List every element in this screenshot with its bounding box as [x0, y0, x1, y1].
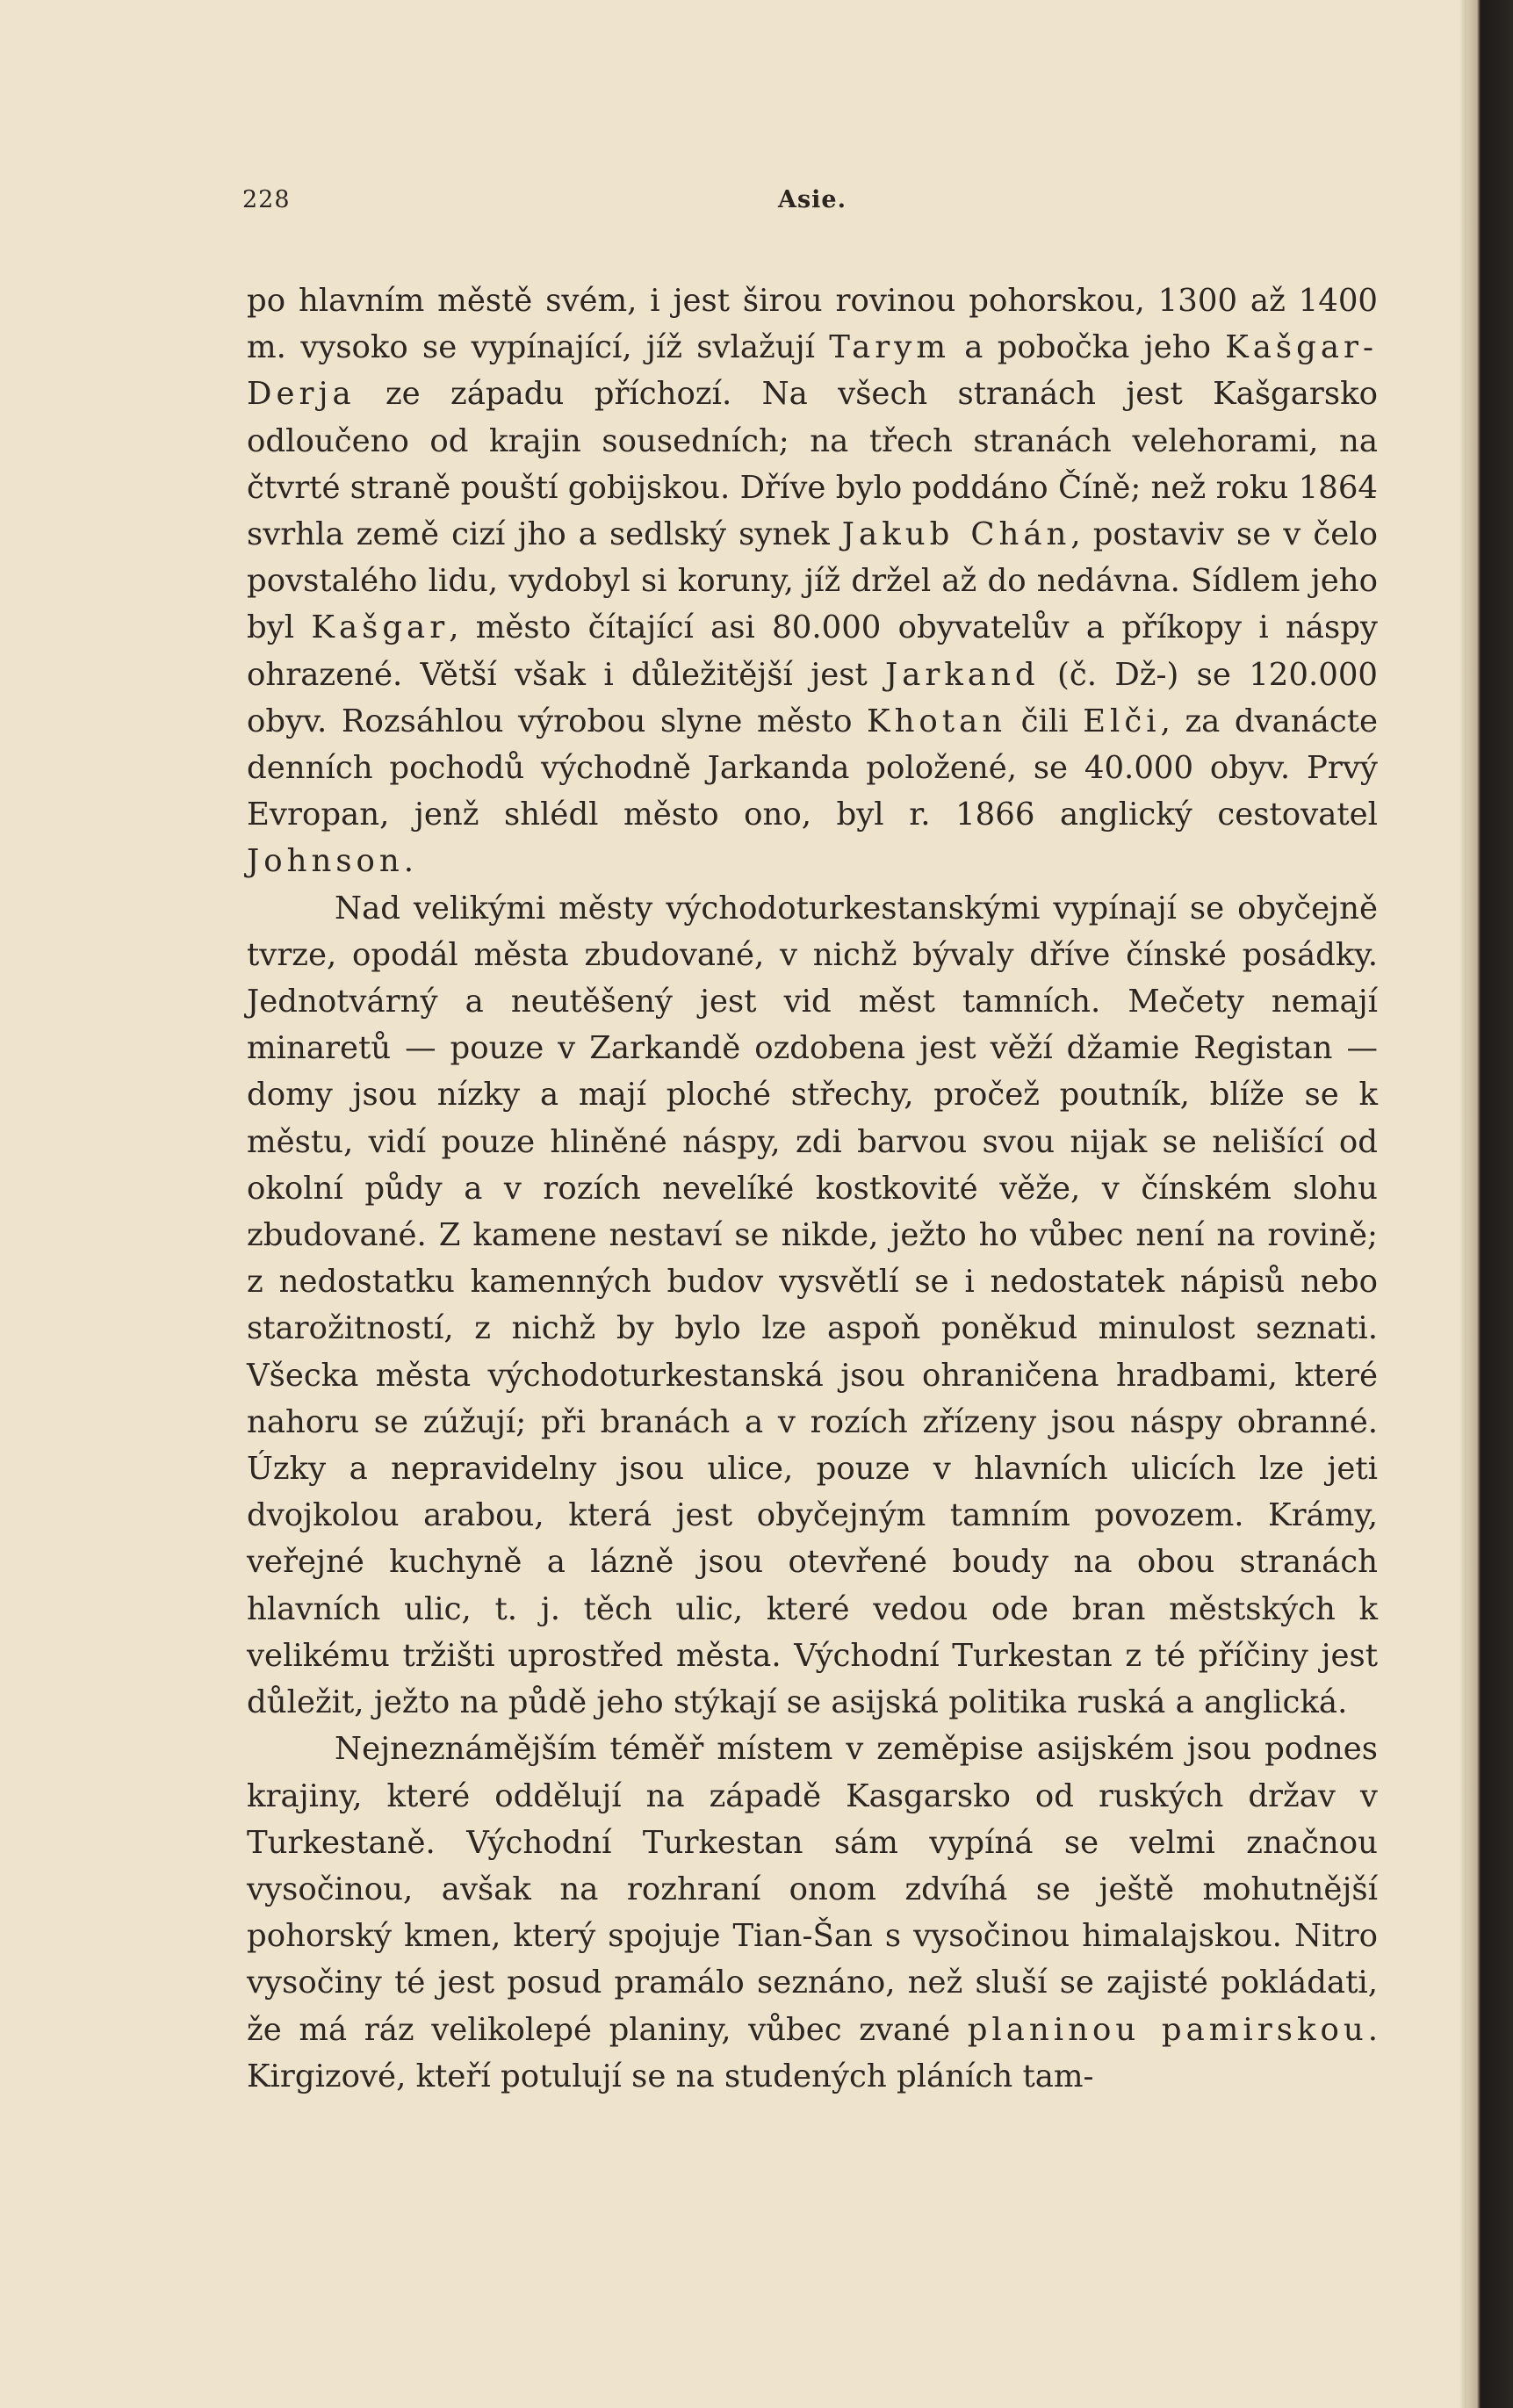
- spaced-term: Tarym: [829, 329, 950, 366]
- page-header: [242, 186, 1380, 221]
- text-segment: Nejneznámějším téměř místem v zeměpise asijském jsou podnes krajiny, které oddělují na západě Kasgarsko od ruských držav v Turkestaně. Východní Turkestan sám vypíná se velmi značnou vysočinou, avšak na rozhraní onom zdvíhá se ještě mohutnější pohorský kmen, který spojuje Tian-Šan s vysočinou himalajskou. Nitro vysočiny té jest posud pramálo seznáno, než sluší se zajisté pokládati, že má ráz velikolepé planiny, vůbec zvané: [247, 1731, 1378, 2048]
- body-text: [247, 278, 1378, 2100]
- paragraph-2: [247, 885, 1378, 1727]
- page-number: 228: [242, 186, 291, 213]
- spaced-term: Jarkand: [885, 656, 1040, 693]
- text-segment: po hlavním městě svém, i jest širou rovinou pohorskou, 1300 až 1400 m. vysoko se vypínající, jíž svlažují: [247, 283, 1378, 366]
- spaced-term: Khotan: [867, 703, 1007, 739]
- text-segment: , za dvanácte denních pochodů východně Jarkanda položené, se 40.000 obyv. Prvý Evropan, jenž shlédl město ono, byl r. 1866 anglický cestovatel: [247, 703, 1378, 833]
- text-segment: .: [403, 843, 414, 880]
- spaced-term: planinou pamirskou: [967, 2011, 1368, 2048]
- spaced-term: Johnson: [247, 843, 404, 880]
- spaced-term: Elči: [1083, 703, 1161, 739]
- spaced-term: Kašgar: [311, 609, 450, 646]
- text-segment: . Kirgizové, kteří potulují se na studených pláních tam-: [247, 2011, 1378, 2094]
- text-segment: , město čítající asi 80.000 obyvatelův a příkopy i náspy ohrazené. Větší však i důležitější jest: [247, 609, 1378, 693]
- spaced-term: Jakub Chán: [841, 516, 1071, 553]
- book-spine: [1466, 0, 1513, 2408]
- paragraph-3: [247, 1726, 1378, 2100]
- page-edge-shadow: [1459, 0, 1466, 2408]
- text-segment: (č. Dž-) se 120.000 obyv. Rozsáhlou výrobou slyne město: [247, 656, 1378, 739]
- paragraph-1: [247, 278, 1378, 885]
- text-segment: Nad velikými městy východoturkestanskými vypínají se obyčejně tvrze, opodál města zbudované, v nichž bývaly dříve čínské posádky. Jednotvárný a neutěšený jest vid měst tamních. Mečety nemají minaretů — pouze v Zarkandě ozdobena jest věží džamie Registan — domy jsou nízky a mají ploché střechy, pročež poutník, blíže se k městu, vidí pouze hliněné náspy, zdi barvou svou nijak se nelišící od okolní půdy a v rozích nevelíké kostkovité věže, v čínském slohu zbudované. Z kamene nestaví se nikde, ježto ho vůbec není na rovině; z nedostatku kamenných budov vysvětlí se i nedostatek nápisů nebo starožitností, z nichž by bylo lze aspoň poněkud minulost seznati. Všecka města východoturkestanská jsou ohraničena hradbami, které nahoru se zúžují; při branách a v rozích zřízeny jsou náspy obranné. Úzky a nepravidelny jsou ulice, pouze v hlavních ulicích lze jeti dvojkolou arabou, která jest obyčejným tamním povozem. Krámy, veřejné kuchyně a lázně jsou otevřené boudy na obou stranách hlavních ulic, t. j. těch ulic, které vedou ode bran městských k velikému tržišti uprostřed města. Východní Turkestan z té příčiny jest důležit, ježto na půdě jeho stýkají se asijská politika ruská a anglická.: [247, 890, 1378, 1721]
- text-segment: a pobočka jeho: [950, 329, 1226, 366]
- text-segment: čili: [1006, 703, 1084, 739]
- running-head: Asie.: [778, 186, 847, 213]
- text-segment: ze západu příchozí. Na všech stranách jest Kašgarsko odloučeno od krajin sousedních; na třech stranách velehorami, na čtvrté straně pouští gobijskou. Dříve bylo poddáno Číně; než roku 1864 svrhla země cizí jho a sedlský synek: [247, 376, 1378, 553]
- spaced-term: Kašgar-Derja: [247, 329, 1378, 413]
- text-segment: , postaviv se v čelo povstalého lidu, vydobyl si koruny, jíž držel až do nedávna. Sídlem jeho byl: [247, 516, 1378, 646]
